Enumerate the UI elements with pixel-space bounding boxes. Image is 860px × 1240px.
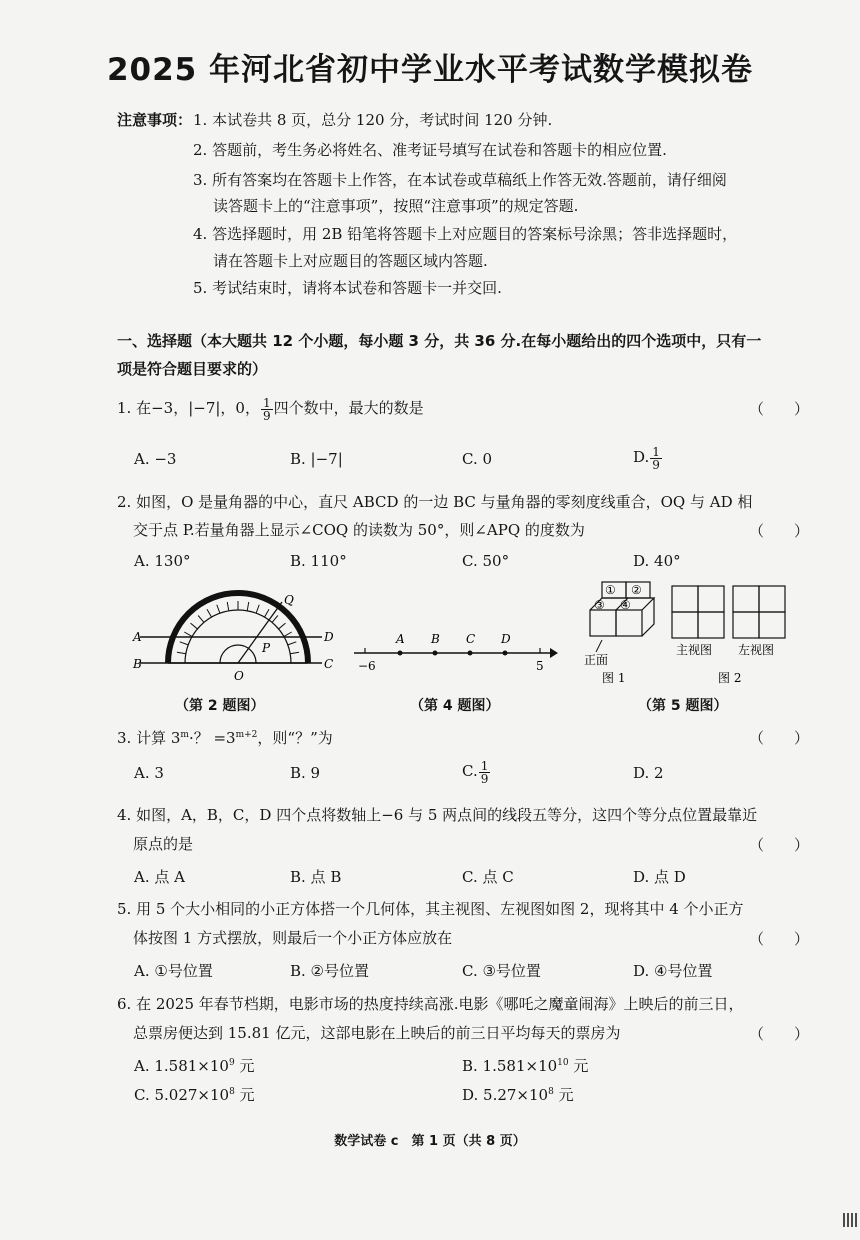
label-o: O — [234, 669, 244, 683]
label-p: P — [262, 641, 271, 655]
option-a: A. 3 — [134, 764, 164, 782]
figure-5-caption: （第 5 题图） — [638, 698, 728, 714]
option-c: C. 50° — [462, 552, 510, 570]
question-3-stem: 3. 计算 $3^m\cdot$？ $=3^{m+2}$，则“？”为 — [117, 729, 333, 747]
option-a: A. ①号位置 — [134, 962, 213, 980]
option-b: B. 110° — [290, 552, 347, 570]
cubes-figure — [580, 578, 790, 688]
answer-bracket: （ ） — [749, 836, 810, 854]
question-1-stem: 1. 在−3，|−7|，0， $\frac{1}{9}$ 四个数中，最大的数是 — [117, 395, 424, 423]
option-d: D. $5.27\times 10^8$ 元 — [462, 1086, 574, 1104]
question-5-line2: 体按图 1 方式摆放，则最后一个小正方体应放在 — [133, 929, 453, 947]
notice-item: 读答题卡上的“注意事项”，按照“注意事项”的规定答题. — [213, 197, 579, 215]
position-1-label: ① — [605, 583, 616, 597]
notice-item: 2. 答题前，考生务必将姓名、准考证号填写在试卷和答题卡的相应位置. — [193, 141, 667, 159]
right-endpoint-label: 5 — [536, 659, 544, 673]
figure-2-caption: （第 2 题图） — [175, 698, 265, 714]
option-c: C. ③号位置 — [462, 962, 541, 980]
notice-item: 5. 考试结束时，请将本试卷和答题卡一并交回. — [193, 279, 502, 297]
left-endpoint-label: −6 — [358, 659, 376, 673]
point-d-label: D — [501, 632, 511, 646]
option-d: D. 2 — [633, 764, 664, 782]
label-a: A — [133, 630, 142, 644]
option-a: A. $1.581\times 10^9$ 元 — [134, 1057, 255, 1075]
label-b: B — [133, 657, 142, 671]
notice-item: 4. 答选择题时，用 2B 铅笔将答题卡上对应题目的答案标号涂黑；答非选择题时， — [193, 225, 738, 243]
option-b: B. |−7| — [290, 450, 343, 468]
option-d: D. 40° — [633, 552, 681, 570]
question-4-line2: 原点的是 — [133, 835, 194, 853]
question-2-line2: 交于点 P.若量角器上显示∠COQ 的读数为 50°，则∠APQ 的度数为 — [133, 521, 585, 539]
fraction: $\frac{1}{9}$ — [480, 758, 489, 786]
qr-code-icon — [843, 1213, 857, 1227]
left-view-label: 左视图 — [738, 643, 775, 657]
protractor-tick — [207, 609, 212, 617]
section-heading: 一、选择题（本大题共 12 个小题，每小题 3 分，共 36 分.在每小题给出的四个选项中，只有一 — [117, 332, 762, 350]
question-6-line1: 6. 在 2025 年春节档期，电影市场的热度持续高涨.电影《哪吒之魔童闹海》上映后的前三日， — [117, 995, 744, 1013]
protractor-tick — [247, 602, 249, 611]
answer-bracket: （ ） — [749, 400, 810, 418]
option-d: D. 点 D — [633, 868, 686, 886]
protractor-figure — [130, 590, 340, 685]
point-a-label: A — [396, 632, 405, 646]
protractor-tick — [290, 652, 299, 654]
protractor-tick — [184, 632, 192, 637]
main-view-label: 主视图 — [676, 643, 713, 657]
fraction: $\frac{1}{9}$ — [262, 395, 271, 423]
protractor-tick — [279, 623, 286, 629]
figure-4-caption: （第 4 题图） — [410, 698, 500, 714]
option-b: B. $1.581\times 10^{10}$ 元 — [462, 1057, 589, 1075]
answer-bracket: （ ） — [749, 1025, 810, 1043]
label-c: C — [324, 657, 334, 671]
notice-label: 注意事项： — [117, 111, 193, 129]
question-5-line1: 5. 用 5 个大小相同的小正方体搭一个几何体，其主视图、左视图如图 2，现将其中 4 个小正方 — [117, 900, 744, 918]
protractor-tick — [180, 642, 188, 645]
option-d: D. $\frac{1}{9}$ — [633, 444, 660, 472]
protractor-tick — [177, 652, 186, 654]
protractor-tick — [191, 623, 198, 629]
notice-item: 请在答题卡上对应题目的答题区域内答题. — [213, 252, 488, 270]
position-2-label: ② — [631, 583, 642, 597]
front-label: 正面 — [584, 653, 609, 667]
protractor-tick — [217, 605, 220, 613]
protractor-tick — [284, 632, 292, 637]
protractor-tick — [265, 609, 270, 617]
point-c-label: C — [466, 632, 476, 646]
protractor-tick — [272, 616, 278, 623]
question-2-line1: 2. 如图，O 是量角器的中心，直尺 ABCD 的一边 BC 与量角器的零刻度线重合，OQ 与 AD 相 — [117, 493, 753, 511]
page-footer: 数学试卷 c 第 1 页（共 8 页） — [334, 1134, 526, 1149]
question-4-line1: 4. 如图，A，B，C，D 四个点将数轴上−6 与 5 两点间的线段五等分，这四个等分点位置最靠近 — [117, 806, 758, 824]
option-a: A. −3 — [134, 450, 177, 468]
label-q: Q — [284, 593, 294, 607]
option-d: D. ④号位置 — [633, 962, 713, 980]
number-line-figure — [350, 620, 560, 675]
answer-bracket: （ ） — [749, 729, 810, 747]
section-heading-cont: 项是符合题目要求的） — [117, 360, 268, 378]
exam-title: 2025 年河北省初中学业水平考试数学模拟卷 — [106, 52, 754, 88]
option-c: C. 0 — [462, 450, 493, 468]
option-b: B. ②号位置 — [290, 962, 370, 980]
protractor-tick — [256, 605, 259, 613]
point-b-label: B — [431, 632, 440, 646]
answer-bracket: （ ） — [749, 930, 810, 948]
option-b: B. 9 — [290, 764, 321, 782]
option-a: A. 130° — [134, 552, 191, 570]
label-d: D — [324, 630, 334, 644]
option-c: C. 点 C — [462, 868, 514, 886]
fraction: $\frac{1}{9}$ — [652, 444, 660, 472]
option-a: A. 点 A — [134, 868, 185, 886]
answer-bracket: （ ） — [749, 522, 810, 540]
option-c: C. $\frac{1}{9}$ — [462, 758, 489, 786]
protractor-tick — [227, 602, 229, 611]
protractor-tick — [288, 642, 296, 645]
question-6-line2: 总票房便达到 15.81 亿元，这部电影在上映后的前三日平均每天的票房为 — [133, 1024, 621, 1042]
notice-item: 3. 所有答案均在答题卡上作答，在本试卷或草稿纸上作答无效.答题前，请仔细阅 — [193, 171, 727, 189]
protractor-tick — [198, 616, 204, 623]
notice-item: 1. 本试卷共 8 页，总分 120 分，考试时间 120 分钟. — [193, 111, 553, 129]
figure-1-label: 图 1 — [602, 671, 626, 685]
option-c: C. $5.027\times 10^8$ 元 — [134, 1086, 255, 1104]
figure-2-label: 图 2 — [718, 671, 742, 685]
option-b: B. 点 B — [290, 868, 342, 886]
position-4-label: ④ — [620, 598, 631, 612]
position-3-label: ③ — [594, 598, 605, 612]
